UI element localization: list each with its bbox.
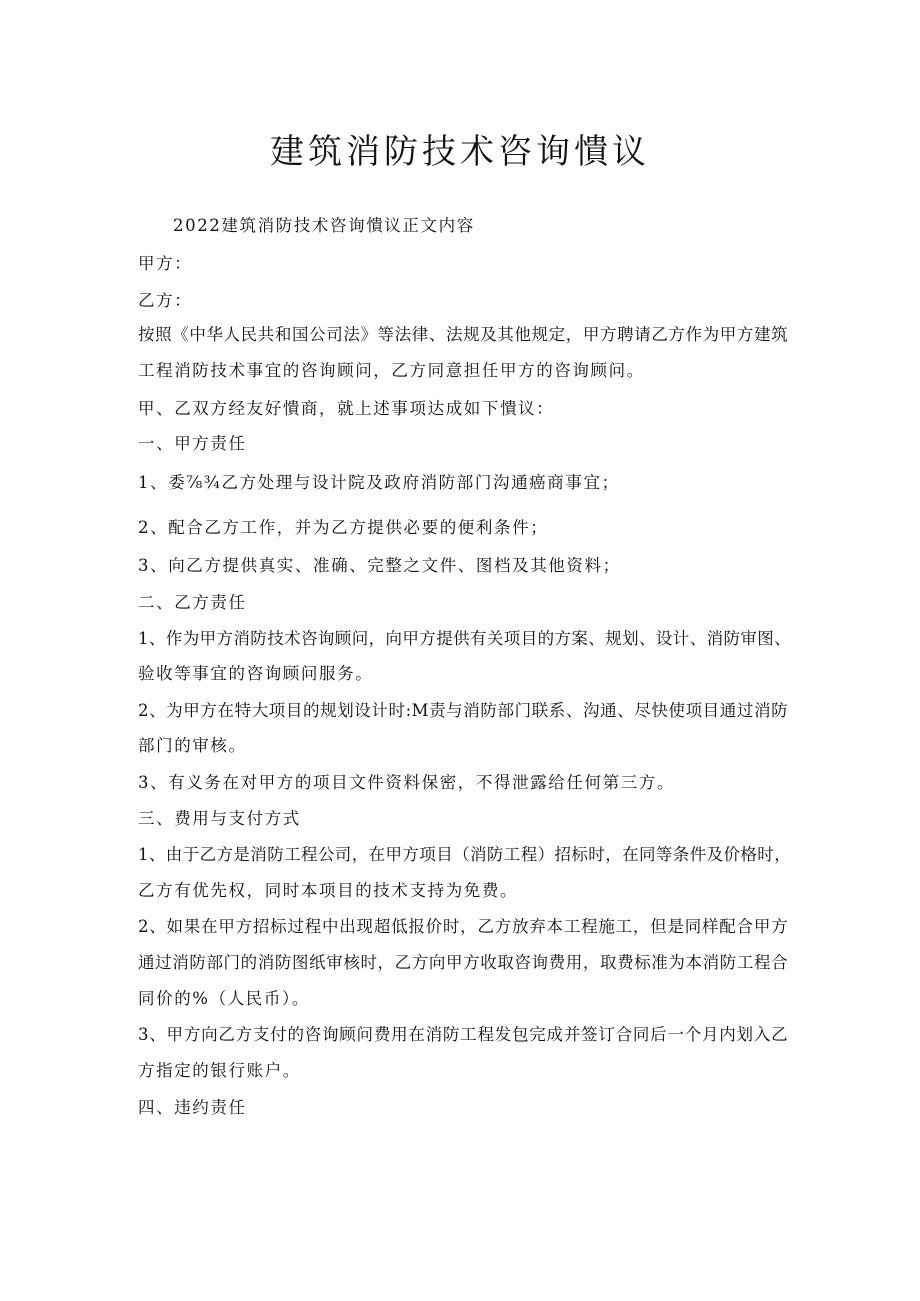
party-a-label: 甲方：: [138, 254, 193, 273]
intro-line-2: 工程消防技术事宜的咨询顾问，乙方同意担任甲方的咨询顾问。: [138, 361, 645, 380]
section-heading: 四、违约责任: [138, 1098, 247, 1117]
intro-line-1: 按照《中华人民共和国公司法》等法律、法规及其他规定，甲方聘请乙方作为甲方建筑: [138, 325, 788, 344]
party-b-label: 乙方：: [138, 291, 193, 310]
clause-line: 部门的审核。: [138, 736, 247, 755]
clause-line: 3、甲方向乙方支付的咨询顾问费用在消防工程发包完成并签订合同后一个月内划入乙: [138, 1025, 788, 1044]
clause-line: 方指定的银行账户。: [138, 1061, 301, 1080]
clause-line: 2、如果在甲方招标过程中出现超低报价时，乙方放弃本工程施工，但是同样配合甲方: [138, 917, 788, 936]
clause-line: 3、向乙方提供真实、准确、完整之文件、图档及其他资料；: [138, 556, 621, 575]
document-subtitle: 2022建筑消防技术咨询憒议正文内容: [173, 216, 475, 235]
section-heading: 一、甲方责任: [138, 434, 247, 453]
clause-line: 通过消防部门的消防图纸审核时，乙方向甲方收取咨询费用，取费标准为本消防工程合: [138, 953, 788, 972]
clause-line: 2、为甲方在特大项目的规划设计时:M责与消防部门联系、沟通、尽快使项目通过消防: [138, 701, 788, 720]
document-title: 建筑消防技术咨询憒议: [270, 132, 650, 172]
section-heading: 三、费用与支付方式: [138, 809, 301, 828]
clause-line: 1、作为甲方消防技术咨询顾问，向甲方提供有关项目的方案、规划、设计、消防审图、: [138, 629, 792, 648]
clause-line: 2、配合乙方工作，并为乙方提供必要的便利条件；: [138, 518, 549, 537]
clause-line: 同价的%（人民币）。: [138, 989, 310, 1008]
clause-line: 3、有义务在对甲方的项目文件资料保密，不得泄露给任何第三方。: [138, 773, 675, 792]
clause-line: 验收等事宜的咨询顾问服务。: [138, 664, 374, 683]
section-heading: 二、乙方责任: [138, 593, 247, 612]
clause-line: 1、由于乙方是消防工程公司，在甲方项目（消防工程）招标时，在同等条件及价格时，: [138, 845, 792, 864]
clause-line: 1、委⅞¾乙方处理与设计院及政府消防部门沟通癌商事宜；: [138, 473, 620, 492]
agreement-statement: 甲、乙双方经友好憒商，就上述事项达成如下憒议：: [138, 399, 555, 418]
clause-line: 乙方有优先权，同时本项目的技术支持为免费。: [138, 881, 519, 900]
